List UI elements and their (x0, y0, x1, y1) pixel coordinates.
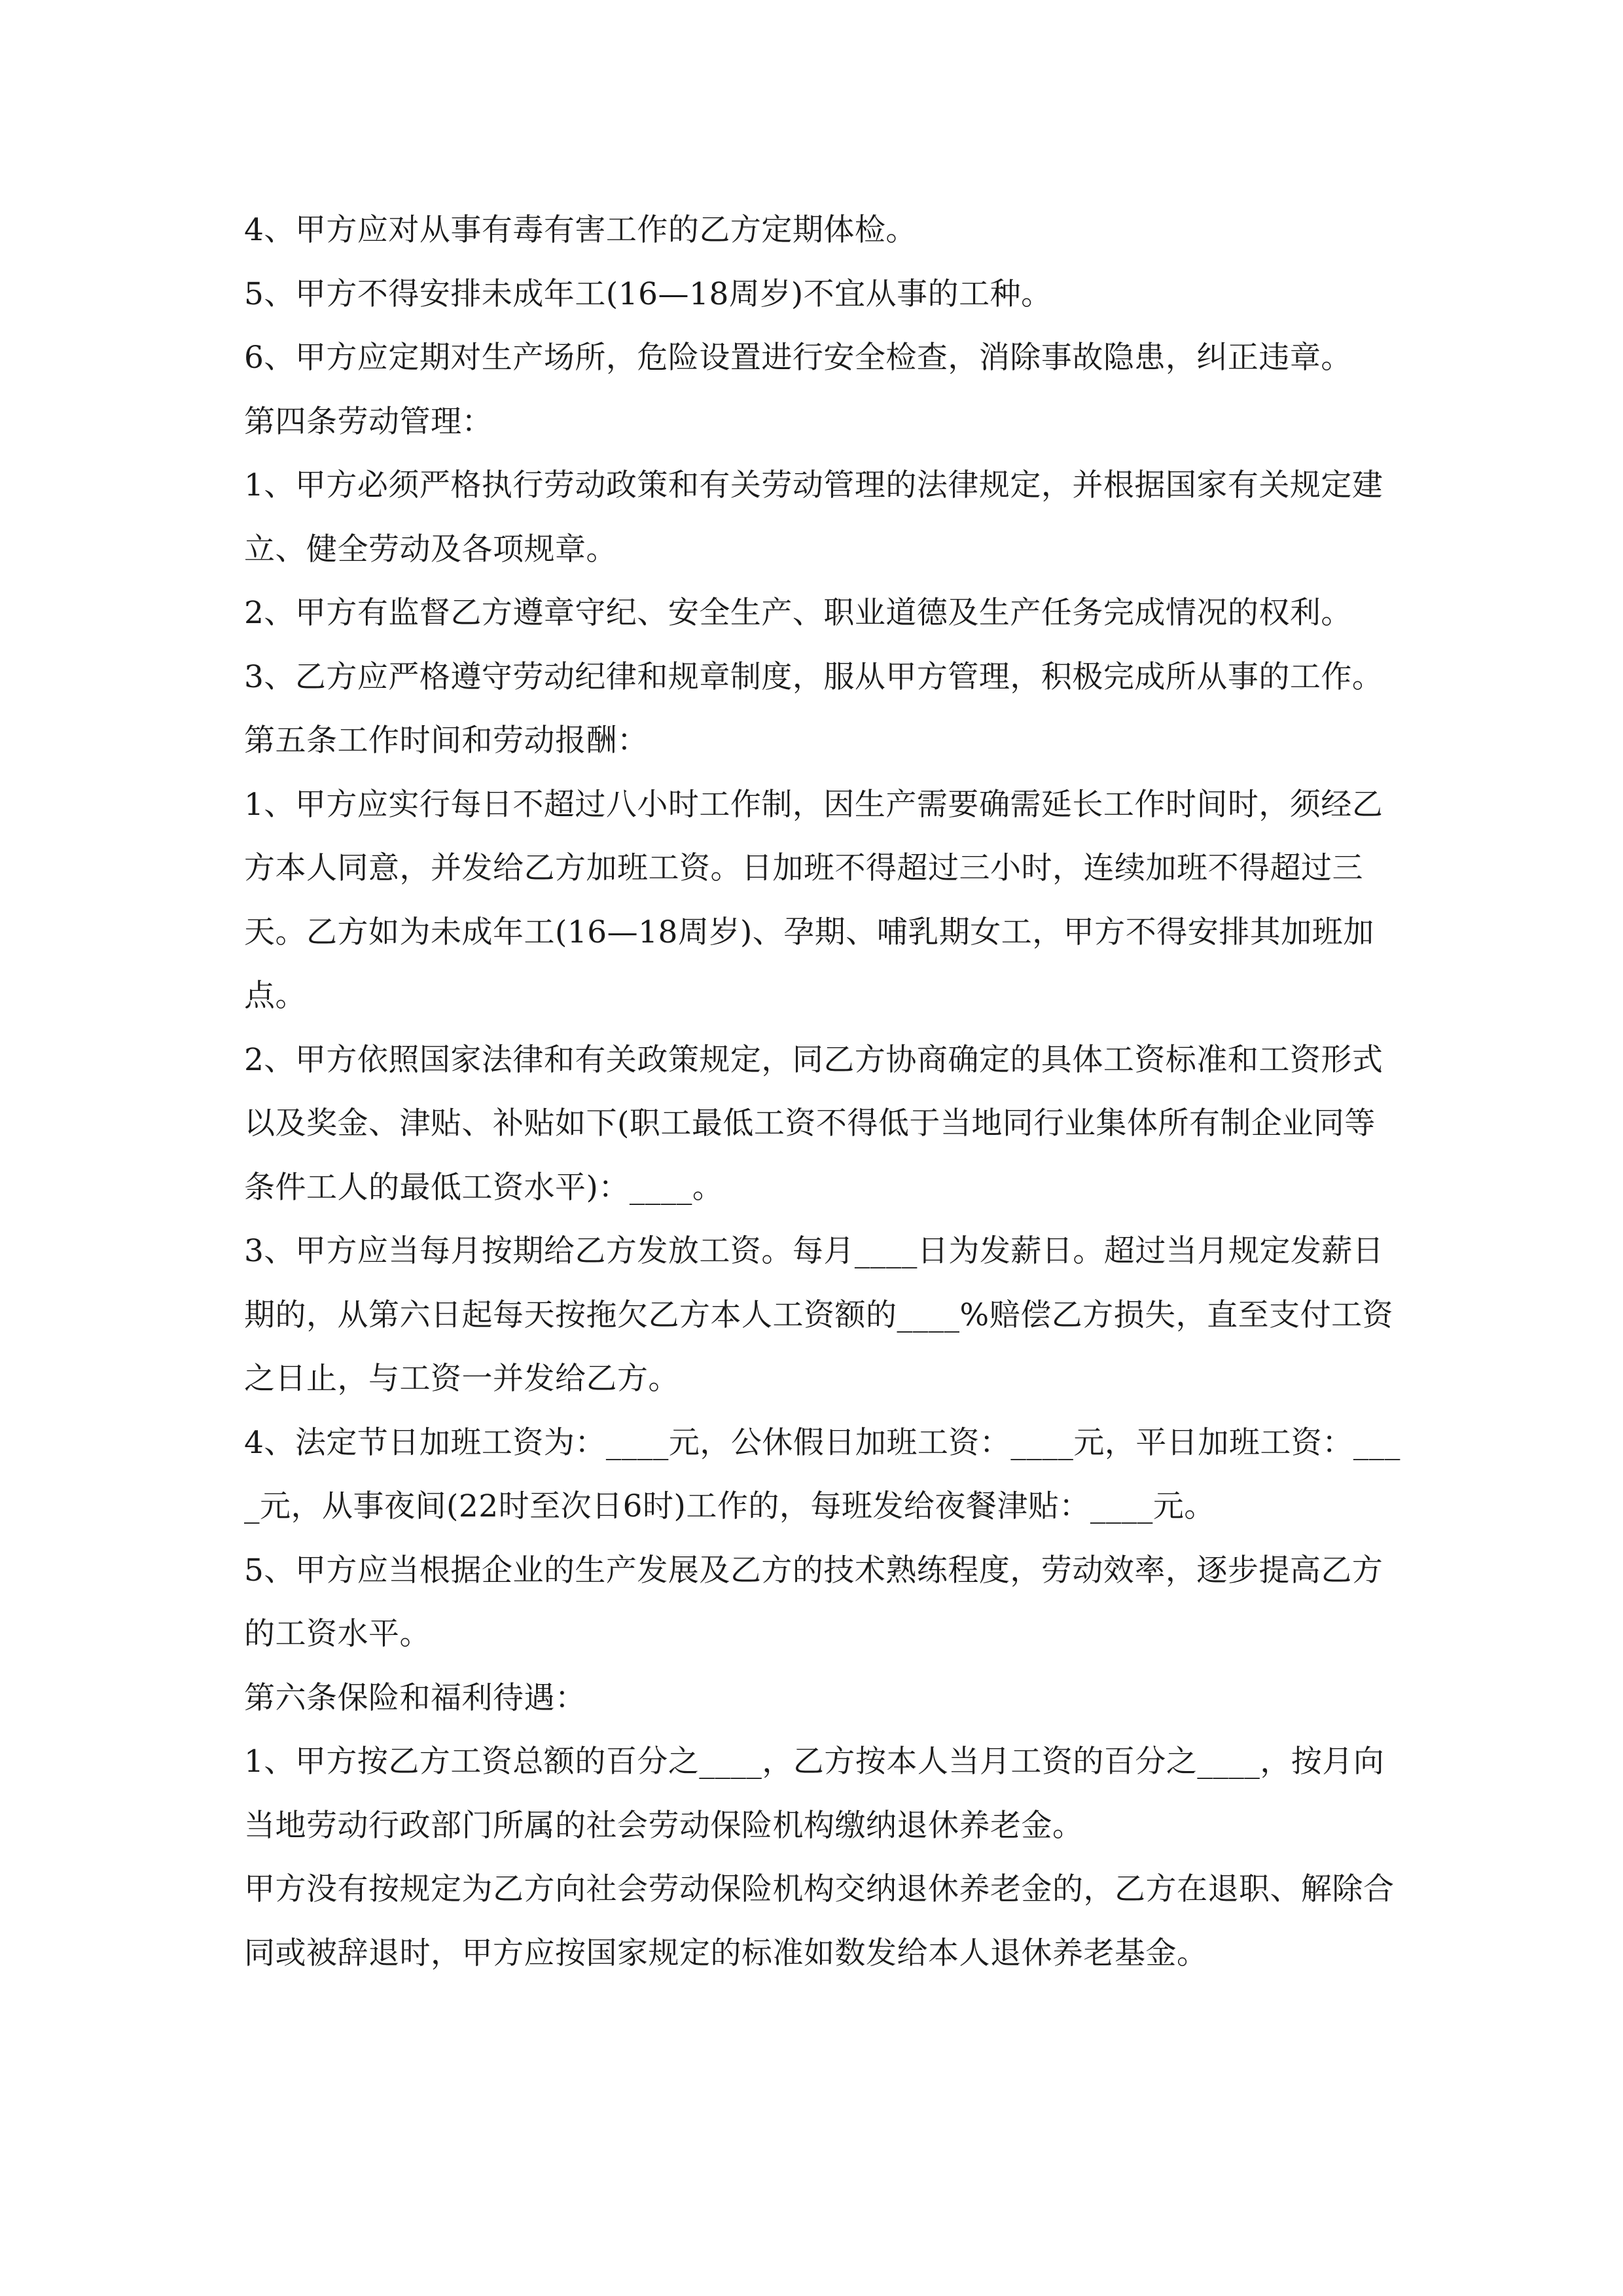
article-heading: 第五条工作时间和劳动报酬： (244, 723, 649, 759)
clause-paragraph: 2、甲方有监督乙方遵章守纪、安全生产、职业道德及生产任务完成情况的权利。 (244, 595, 1352, 631)
document-body (244, 198, 1402, 1985)
article-heading: 第六条保险和福利待遇： (244, 1679, 586, 1716)
clause-paragraph: 4、法定节日加班工资为：____元，公休假日加班工资：____元，平日加班工资：____元，从事夜间(22时至次日6时)工作的，每班发给夜餐津贴：____元。 (244, 1424, 1400, 1524)
clause-paragraph: 1、甲方必须严格执行劳动政策和有关劳动管理的法律规定，并根据国家有关规定建立、健全劳动及各项规章。 (244, 467, 1383, 567)
clause-paragraph: 5、甲方不得安排未成年工(16—18周岁)不宜从事的工种。 (244, 276, 1052, 312)
article-heading: 第四条劳动管理： (244, 403, 493, 440)
clause-paragraph: 2、甲方依照国家法律和有关政策规定，同乙方协商确定的具体工资标准和工资形式以及奖金、津贴、补贴如下(职工最低工资不得低于当地同行业集体所有制企业同等条件工人的最低工资水平)：____。 (244, 1041, 1383, 1206)
clause-paragraph: 4、甲方应对从事有毒有害工作的乙方定期体检。 (244, 212, 917, 248)
clause-paragraph: 3、乙方应严格遵守劳动纪律和规章制度，服从甲方管理，积极完成所从事的工作。 (244, 658, 1383, 695)
clause-paragraph: 6、甲方应定期对生产场所，危险设置进行安全检查，消除事故隐患，纠正违章。 (244, 340, 1352, 376)
clause-paragraph: 1、甲方应实行每日不超过八小时工作制，因生产需要确需延长工作时间时，须经乙方本人同意，并发给乙方加班工资。日加班不得超过三小时，连续加班不得超过三天。乙方如为未成年工(16—18周岁)、孕期、哺乳期女工，甲方不得安排其加班加点。 (244, 786, 1383, 1014)
clause-paragraph: 甲方没有按规定为乙方向社会劳动保险机构交纳退休养老金的，乙方在退职、解除合同或被辞退时，甲方应按国家规定的标准如数发给本人退休养老基金。 (244, 1871, 1395, 1971)
clause-paragraph: 5、甲方应当根据企业的生产发展及乙方的技术熟练程度，劳动效率，逐步提高乙方的工资水平。 (244, 1552, 1383, 1652)
clause-paragraph: 1、甲方按乙方工资总额的百分之____，乙方按本人当月工资的百分之____，按月向当地劳动行政部门所属的社会劳动保险机构缴纳退休养老金。 (244, 1744, 1385, 1844)
clause-paragraph: 3、甲方应当每月按期给乙方发放工资。每月____日为发薪日。超过当月规定发薪日期的，从第六日起每天按拖欠乙方本人工资额的____%赔偿乙方损失，直至支付工资之日止，与工资一并发给乙方。 (244, 1233, 1394, 1397)
